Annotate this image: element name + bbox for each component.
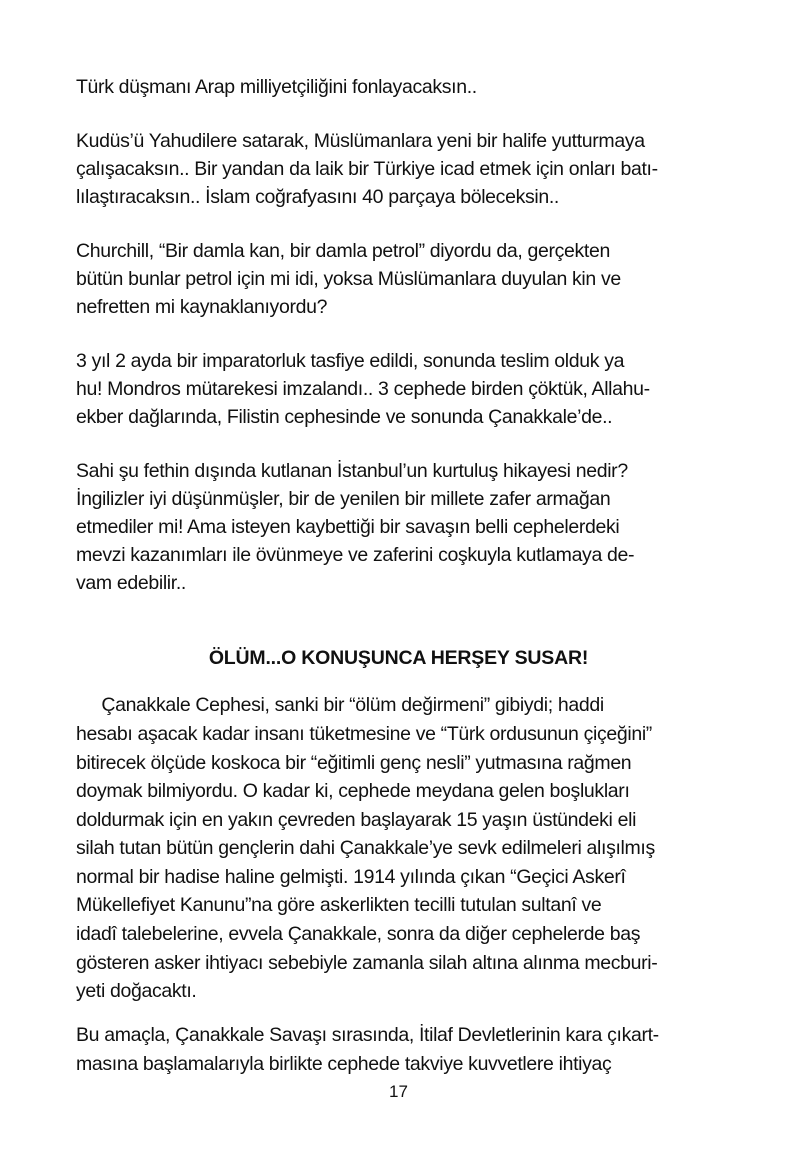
- paragraph-5-line-3: etmediler mi! Ama isteyen kaybettiği bir savaşın belli cephelerdeki: [76, 516, 620, 538]
- paragraph-3-line-3: nefretten mi kaynaklanıyordu?: [76, 296, 328, 318]
- section-paragraph-2-line-1: Bu amaçla, Çanakkale Savaşı sırasında, İtilaf Devletlerinin kara çıkart-: [76, 1024, 659, 1046]
- section-paragraph-1-line-4: doymak bilmiyordu. O kadar ki, cephede meydana gelen boşlukları: [76, 780, 630, 802]
- section-paragraph-1-line-2: hesabı aşacak kadar insanı tüketmesine ve “Türk ordusunun çiçeğini”: [76, 723, 652, 745]
- paragraph-4-line-1: 3 yıl 2 ayda bir imparatorluk tasfiye edildi, sonunda teslim olduk ya: [76, 350, 625, 372]
- paragraph-4-line-2: hu! Mondros mütarekesi imzalandı.. 3 cephede birden çöktük, Allahu-: [76, 378, 650, 400]
- paragraph-2-line-1: Kudüs’ü Yahudilere satarak, Müslümanlara yeni bir halife yutturmaya: [76, 130, 645, 152]
- section-paragraph-1-line-11: yeti doğacaktı.: [76, 980, 197, 1002]
- paragraph-5-line-5: vam edebilir..: [76, 572, 186, 594]
- paragraph-3-line-1: Churchill, “Bir damla kan, bir damla petrol” diyordu da, gerçekten: [76, 240, 610, 262]
- section-paragraph-1-line-1: Çanakkale Cephesi, sanki bir “ölüm değirmeni” gibiydi; haddi: [76, 694, 604, 716]
- paragraph-5-line-1: Sahi şu fethin dışında kutlanan İstanbul’un kurtuluş hikayesi nedir?: [76, 460, 628, 482]
- paragraph-3-line-2: bütün bunlar petrol için mi idi, yoksa Müslümanlara duyulan kin ve: [76, 268, 621, 290]
- paragraph-2-line-2: çalışacaksın.. Bir yandan da laik bir Türkiye icad etmek için onları batı-: [76, 158, 658, 180]
- page-number: 17: [389, 1082, 408, 1101]
- section-heading: ÖLÜM...O KONUŞUNCA HERŞEY SUSAR!: [208, 647, 589, 669]
- section-paragraph-1-line-3: bitirecek ölçüde koskoca bir “eğitimli genç nesli” yutmasına rağmen: [76, 752, 632, 774]
- paragraph-1-line-1: Türk düşmanı Arap milliyetçiliğini fonlayacaksın..: [76, 76, 477, 98]
- section-paragraph-1-line-5: doldurmak için en yakın çevreden başlayarak 15 yaşın üstündeki eli: [76, 809, 637, 831]
- section-paragraph-1-line-6: silah tutan bütün gençlerin dahi Çanakkale’ye sevk edilmeleri alışılmış: [76, 837, 655, 859]
- paragraph-2-line-3: lılaştıracaksın.. İslam coğrafyasını 40 parçaya böleceksin..: [76, 186, 559, 208]
- section-paragraph-1-line-9: idadî talebelerine, evvela Çanakkale, sonra da diğer cephelerde baş: [76, 923, 641, 945]
- paragraph-5-line-4: mevzi kazanımları ile övünmeye ve zaferini coşkuyla kutlamaya de-: [76, 544, 635, 566]
- section-paragraph-2-line-2: masına başlamalarıyla birlikte cephede takviye kuvvetlere ihtiyaç: [76, 1053, 612, 1075]
- paragraph-4-line-3: ekber dağlarında, Filistin cephesinde ve sonunda Çanakkale’de..: [76, 406, 613, 428]
- section-paragraph-1-line-7: normal bir hadise haline gelmişti. 1914 yılında çıkan “Geçici Askerî: [76, 866, 626, 888]
- section-paragraph-1-line-8: Mükellefiyet Kanunu”na göre askerlikten tecilli tutulan sultanî ve: [76, 894, 602, 916]
- section-paragraph-1-line-10: gösteren asker ihtiyacı sebebiyle zamanla silah altına alınma mecburi-: [76, 952, 658, 974]
- paragraph-5-line-2: İngilizler iyi düşünmüşler, bir de yenilen bir millete zafer armağan: [76, 488, 611, 510]
